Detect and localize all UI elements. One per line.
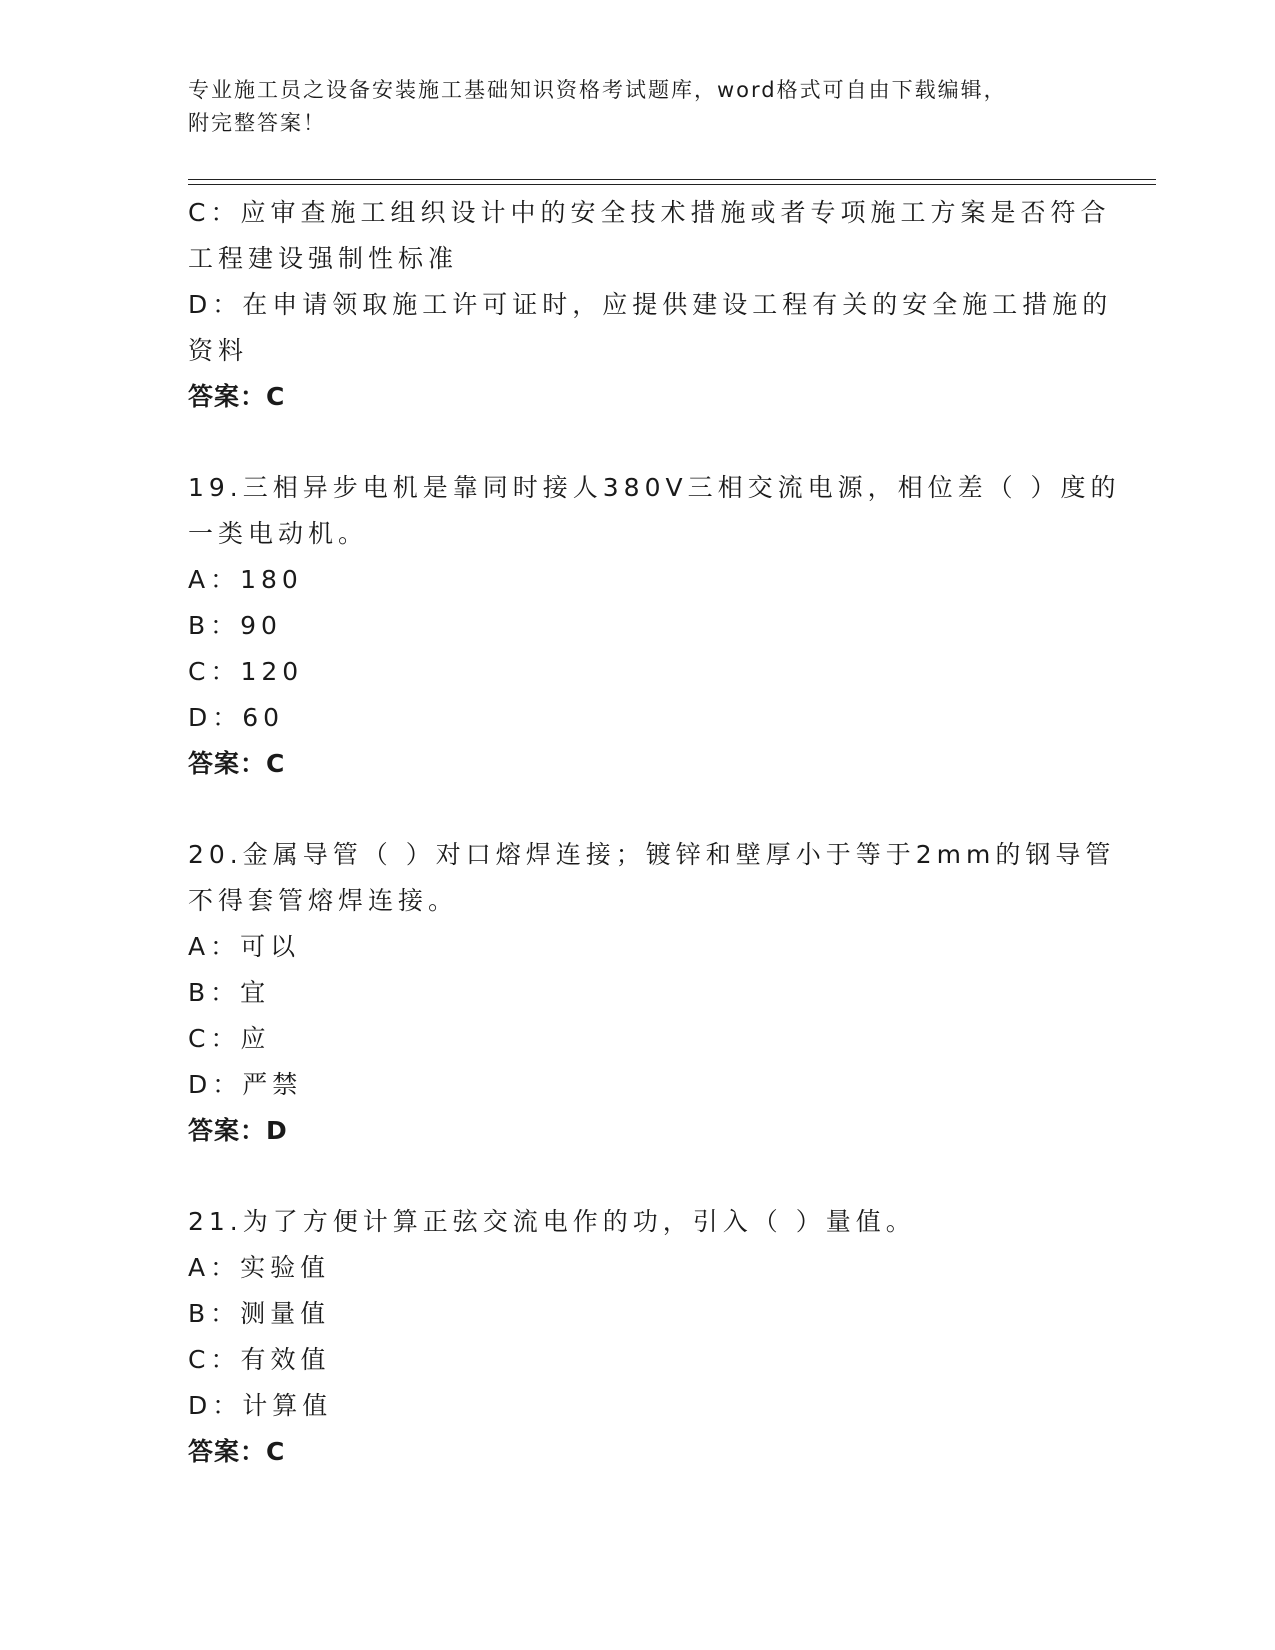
option-d: D：计算值 bbox=[188, 1391, 333, 1420]
question-stem-line-1: 20.金属导管（ ）对口熔焊连接；镀锌和壁厚小于等于2mm的钢导管 bbox=[188, 840, 1116, 869]
question-19 bbox=[188, 465, 1121, 787]
option-c: C：120 bbox=[188, 657, 304, 686]
option-b: B：90 bbox=[188, 611, 282, 640]
answer-label: 答案：C bbox=[188, 1437, 286, 1466]
header-rule-bottom bbox=[188, 184, 1156, 185]
spacer bbox=[188, 1154, 1088, 1199]
question-stem-line-1: 21.为了方便计算正弦交流电作的功，引入（ ）量值。 bbox=[188, 1207, 916, 1236]
answer-label: 答案：C bbox=[188, 382, 286, 411]
option-c-line-1: C：应审查施工组织设计中的安全技术措施或者专项施工方案是否符合 bbox=[188, 198, 1111, 227]
question-stem-line-2: 一类电动机。 bbox=[188, 519, 369, 548]
spacer bbox=[188, 787, 1088, 832]
document-header bbox=[188, 74, 1088, 140]
option-a: A：可以 bbox=[188, 932, 301, 961]
header-line-1: 专业施工员之设备安装施工基础知识资格考试题库，word格式可自由下载编辑， bbox=[188, 78, 1007, 102]
option-b: B：宜 bbox=[188, 978, 271, 1007]
option-c: C：应 bbox=[188, 1024, 271, 1053]
option-a: A：180 bbox=[188, 565, 303, 594]
option-b: B：测量值 bbox=[188, 1299, 331, 1328]
option-d-line-2: 资料 bbox=[188, 336, 249, 365]
previous-question bbox=[188, 190, 1113, 420]
option-d: D：严禁 bbox=[188, 1070, 303, 1099]
option-c: C：有效值 bbox=[188, 1345, 331, 1374]
option-a: A：实验值 bbox=[188, 1253, 331, 1282]
question-content bbox=[188, 190, 1121, 1475]
answer-label: 答案：D bbox=[188, 1116, 288, 1145]
option-d: D：60 bbox=[188, 703, 285, 732]
option-c-line-2: 工程建设强制性标准 bbox=[188, 244, 459, 273]
option-d-line-1: D：在申请领取施工许可证时，应提供建设工程有关的安全施工措施的 bbox=[188, 290, 1113, 319]
answer-label: 答案：C bbox=[188, 749, 286, 778]
header-rule-top bbox=[188, 179, 1156, 180]
question-stem-line-1: 19.三相异步电机是靠同时接人380V三相交流电源，相位差（ ）度的 bbox=[188, 473, 1121, 502]
question-stem-line-2: 不得套管熔焊连接。 bbox=[188, 886, 459, 915]
spacer bbox=[188, 420, 1088, 465]
question-20 bbox=[188, 832, 1116, 1154]
question-21 bbox=[188, 1199, 1088, 1475]
header-line-2: 附完整答案！ bbox=[188, 111, 326, 135]
